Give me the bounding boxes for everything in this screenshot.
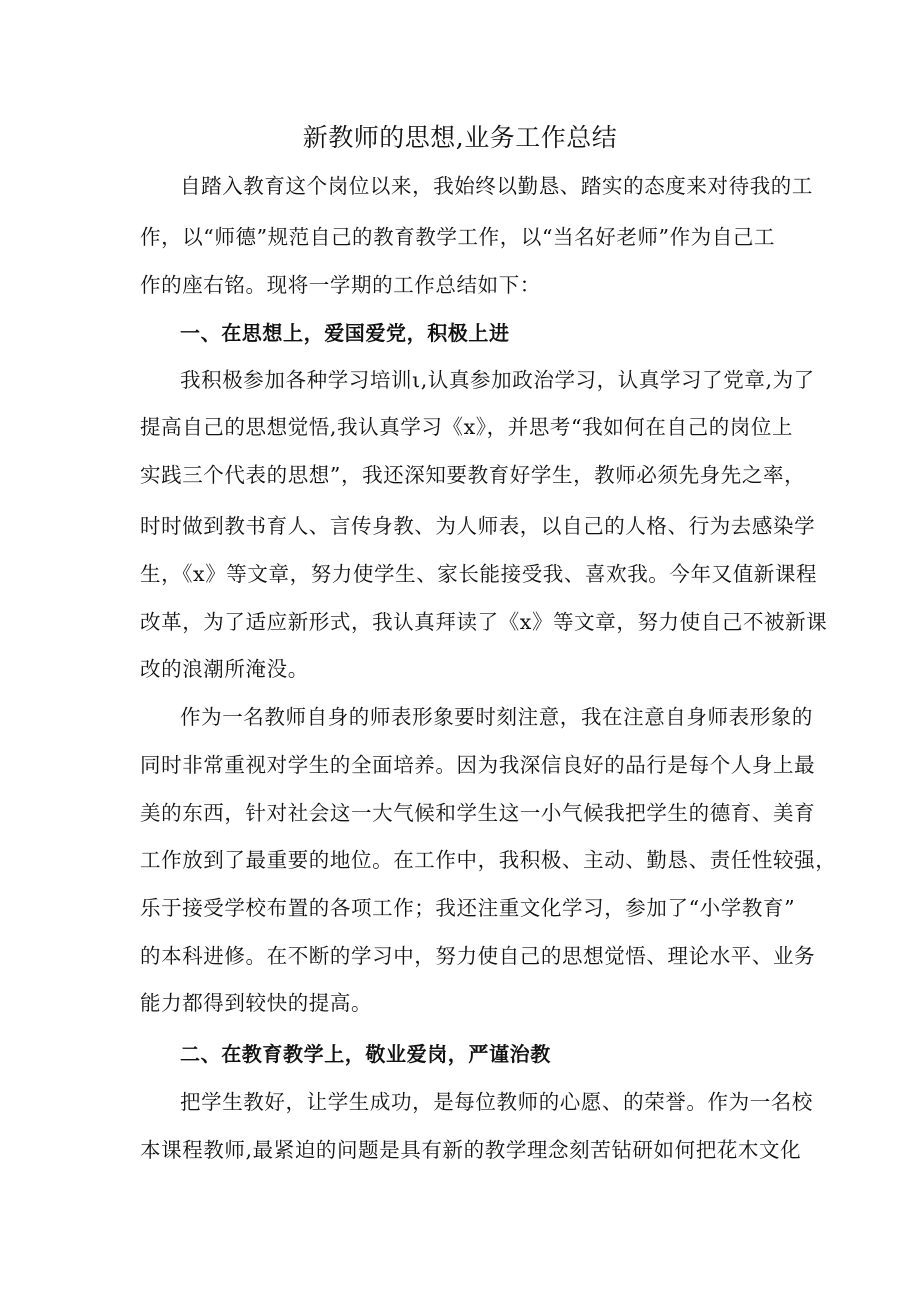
body-line: 工作放到了最重要的地位。在工作中，我积极、主动、勤恳、责任性较强， [140, 848, 837, 872]
body-line: 能力都得到较快的提高。 [140, 991, 373, 1015]
body-line: 美的东西，针对社会这一大气候和学生这一小气候我把学生的德育、美育 [140, 801, 816, 825]
body-line: 提高自己的思想觉悟,我认真学习《x》，并思考“我如何在自己的岗位上 [140, 415, 794, 439]
body-line: 改的浪潮所淹没。 [140, 657, 309, 681]
body-line: 同时非常重视对学生的全面培养。因为我深信良好的品行是每个人身上最 [140, 753, 816, 777]
body-line: 的本科进修。在不断的学习中，努力使自己的思想觉悟、理论水平、业务 [140, 944, 816, 968]
body-line: 实践三个代表的思想”，我还深知要教育好学生，教师必须先身先之率， [140, 463, 806, 487]
body-line: 改革，为了适应新形式，我认真拜读了《x》等文章，努力使自己不被新课 [140, 610, 828, 634]
intro-line: 自踏入教育这个岗位以来，我始终以勤恳、踏实的态度来对待我的工 [180, 174, 813, 198]
body-line: 我积极参加各种学习培训ι,认真参加政治学习，认真学习了党章,为了 [180, 368, 815, 392]
body-line: 把学生教好，让学生成功，是每位教师的心愿、的荣誉。作为一名校 [180, 1090, 813, 1114]
body-line: 作为一名教师自身的师表形象要时刻注意，我在注意自身师表形象的 [180, 705, 813, 729]
body-line: 本课程教师,最紧迫的问题是具有新的教学理念刻苦钻研如何把花木文化 [140, 1138, 802, 1162]
body-line: 生，《x》等文章，努力使学生、家长能接受我、喜欢我。今年又值新课程 [140, 562, 818, 586]
section-heading: 二、在教育教学上，敬业爱岗，严谨治教 [180, 1042, 551, 1066]
section-heading: 一、在思想上，爱国爱党，积极上进 [180, 321, 510, 345]
intro-line: 作，以“师德”规范自己的教育教学工作，以“当名好老师”作为自己工 [140, 225, 776, 249]
document-title: 新教师的思想,业务工作总结 [302, 123, 618, 152]
intro-line: 作的座右铭。现将一学期的工作总结如下： [140, 273, 541, 297]
body-line: 时时做到教书育人、言传身教、为人师表，以自己的人格、行为去感染学 [140, 514, 816, 538]
body-line: 乐于接受学校布置的各项工作；我还注重文化学习，参加了“小学教育” [140, 896, 796, 920]
